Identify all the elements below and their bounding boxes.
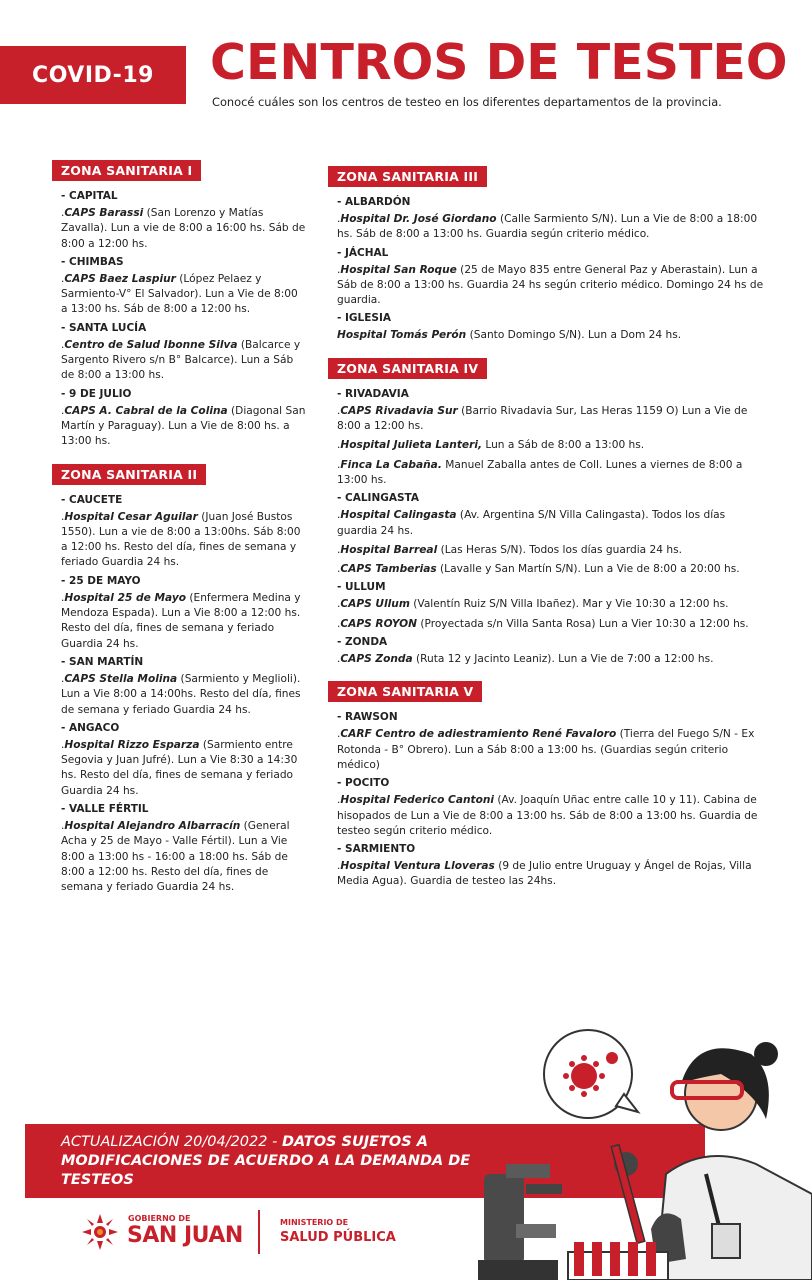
center-entry bbox=[337, 328, 767, 343]
page-title: CENTROS DE TESTEO bbox=[210, 34, 788, 91]
entry-bullet: . bbox=[337, 509, 341, 522]
zone-title: ZONA SANITARIA III bbox=[328, 166, 487, 187]
center-name: CARF Centro de adiestramiento René Favaloro bbox=[340, 728, 617, 741]
zone-section bbox=[328, 358, 768, 668]
center-details: (25 de Mayo 835 entre General Paz y Aberastain). Lun a Sáb de 8:00 a 13:00 hs. Guardia 24 hs según criterio médico. Domingo 24 hs de guardia. bbox=[337, 263, 764, 307]
entry-bullet: . bbox=[61, 738, 65, 751]
center-details: Lun a Sáb de 8:00 a 13:00 hs. bbox=[481, 439, 645, 452]
zone-title: ZONA SANITARIA IV bbox=[328, 358, 487, 379]
zone-title: ZONA SANITARIA II bbox=[52, 464, 206, 485]
ministry-label-small: MINISTERIO DE bbox=[280, 1218, 349, 1227]
center-name: CAPS Rivadavia Sur bbox=[340, 404, 458, 417]
center-entry bbox=[61, 272, 306, 318]
update-notice: DATOS SUJETOS A MODIFICACIONES DE ACUERDO A LA DEMANDA DE TESTEOS bbox=[61, 1134, 471, 1188]
zone-section bbox=[52, 464, 302, 896]
department-name: - ANGACO bbox=[61, 721, 120, 734]
center-entry bbox=[337, 617, 767, 632]
gov-label-big: SAN JUAN bbox=[127, 1223, 243, 1248]
center-name: Hospital Julieta Lanteri, bbox=[340, 439, 482, 452]
center-entry bbox=[337, 508, 767, 539]
center-details: (Proyectada s/n Villa Santa Rosa) Lun a Vier 10:30 a 12:00 hs. bbox=[417, 617, 749, 630]
covid-tag: COVID-19 bbox=[0, 46, 186, 104]
center-name: CAPS Tamberias bbox=[340, 563, 437, 576]
center-details: (Santo Domingo S/N). Lun a Dom 24 hs. bbox=[466, 329, 682, 342]
department-name: - SARMIENTO bbox=[337, 843, 416, 856]
zone-section bbox=[328, 681, 768, 889]
department-name: - RAWSON bbox=[337, 711, 398, 724]
department-name: - ALBARDÓN bbox=[337, 196, 411, 208]
center-details: (Diagonal San Martín y Paraguay). Lun a Vie de 8:00 hs. a 13:00 hs. bbox=[61, 404, 306, 448]
center-details: (Las Heras S/N). Todos los días guardia 24 hs. bbox=[437, 543, 682, 556]
logo-divider bbox=[258, 1210, 260, 1254]
entry-bullet: . bbox=[61, 820, 65, 833]
department-name: - POCITO bbox=[337, 777, 390, 790]
zone-section bbox=[328, 166, 768, 344]
center-name: Hospital 25 de Mayo bbox=[64, 591, 187, 604]
center-details: (9 de Julio entre Uruguay y Ángel de Rojas, Villa Media Agua). Guardia de testeo las 24hs. bbox=[337, 860, 752, 888]
department-name: - ZONDA bbox=[337, 636, 388, 649]
entry-bullet: . bbox=[337, 263, 341, 276]
department-name: - SANTA LUCÍA bbox=[61, 321, 147, 334]
center-details: (Av. Joaquín Uñac entre calle 10 y 11). Cabina de hisopados de Lun a Vie de 8:00 a 13:00 hs. Sáb de 8:00 a 13:00 hs. Guardia de testeo según criterio médico. bbox=[337, 794, 758, 837]
department-name: - SAN MARTÍN bbox=[61, 655, 144, 668]
entry-bullet: . bbox=[61, 591, 65, 604]
department-name: - ULLUM bbox=[337, 581, 386, 594]
center-entry bbox=[337, 859, 767, 890]
center-entry bbox=[61, 738, 306, 799]
entry-bullet: . bbox=[337, 543, 341, 556]
entry-bullet: . bbox=[337, 860, 341, 873]
ministry-label-big: SALUD PÚBLICA bbox=[280, 1230, 396, 1245]
scientist-illustration bbox=[476, 1024, 812, 1280]
department-name: - CAUCETE bbox=[61, 493, 123, 506]
department-name: - 25 DE MAYO bbox=[61, 574, 141, 587]
center-entry bbox=[337, 404, 767, 435]
gov-label-small: GOBIERNO DE bbox=[128, 1214, 191, 1223]
virus-bubble bbox=[544, 1030, 638, 1118]
center-details: (Tierra del Fuego S/N - Ex Rotonda - B° Obrero). Lun a Sáb 8:00 a 13:00 hs. (Guardias según criterio médico) bbox=[337, 728, 755, 771]
center-name: Hospital Dr. José Giordano bbox=[340, 213, 497, 225]
center-name: CAPS Ullum bbox=[340, 598, 410, 611]
center-name: Finca La Cabaña. bbox=[340, 458, 442, 471]
center-details: Manuel Zaballa antes de Coll. Lunes a viernes de 8:00 a 13:00 hs. bbox=[337, 458, 743, 486]
entry-bullet: . bbox=[61, 338, 65, 351]
center-entry bbox=[337, 543, 767, 558]
entry-bullet: . bbox=[337, 458, 341, 471]
zone-title: ZONA SANITARIA V bbox=[328, 681, 482, 702]
left-column bbox=[52, 160, 306, 910]
entry-bullet: . bbox=[337, 213, 341, 225]
microscope-icon bbox=[478, 1164, 562, 1280]
center-entry bbox=[61, 591, 306, 652]
department-name: - 9 DE JULIO bbox=[61, 387, 132, 400]
center-name: Centro de Salud Ibonne Silva bbox=[64, 338, 238, 351]
entry-bullet: . bbox=[337, 653, 341, 666]
department-name: - JÁCHAL bbox=[337, 246, 389, 259]
center-entry bbox=[337, 263, 767, 309]
center-entry bbox=[337, 438, 767, 453]
san-juan-sun-icon bbox=[80, 1212, 120, 1252]
header bbox=[0, 0, 812, 120]
test-tube-rack bbox=[568, 1242, 668, 1280]
center-name: Hospital Ventura Lloveras bbox=[340, 860, 495, 873]
center-entry bbox=[337, 652, 767, 667]
center-details: (Ruta 12 y Jacinto Leaniz). Lun a Vie de 7:00 a 12:00 hs. bbox=[412, 653, 714, 666]
update-date: ACTUALIZACIÓN 20/04/2022 - bbox=[61, 1134, 282, 1150]
department-name: - CAPITAL bbox=[61, 190, 118, 202]
center-name: CAPS Zonda bbox=[340, 653, 413, 666]
center-name: CAPS Barassi bbox=[64, 207, 144, 219]
center-details: (General Acha y 25 de Mayo - Valle Fértil). Lun a Vie 8:00 a 13:00 hs - 16:00 a 18:00 hs. Sáb de 8:00 a 12:00 hs. Resto del día, fines de semana y feriado Guardia 24 hs. bbox=[61, 820, 290, 894]
zone-section bbox=[52, 160, 306, 450]
center-entry bbox=[337, 793, 767, 839]
center-entry bbox=[337, 458, 767, 489]
footer-logos bbox=[80, 1206, 410, 1256]
entry-bullet: . bbox=[337, 728, 341, 741]
entry-bullet: . bbox=[61, 510, 65, 523]
center-entry bbox=[337, 727, 767, 773]
entry-bullet: . bbox=[337, 404, 341, 417]
center-details: (Barrio Rivadavia Sur, Las Heras 1159 O) Lun a Vie de 8:00 a 12:00 hs. bbox=[337, 404, 748, 433]
center-entry bbox=[61, 672, 306, 718]
center-details: (Enfermera Medina y Mendoza Espada). Lun a Vie 8:00 a 12:00 hs. Resto del día, fines de semana y feriado Guardia 24 hs. bbox=[61, 591, 301, 650]
center-entry bbox=[337, 597, 767, 612]
center-details: (Balcarce y Sargento Rivero s/n B° Balcarce). Lun a Sáb de 8:00 a 13:00 hs. bbox=[61, 338, 301, 382]
department-name: - VALLE FÉRTIL bbox=[61, 803, 149, 816]
center-name: Hospital Alejandro Albarracín bbox=[64, 820, 241, 833]
center-entry bbox=[337, 212, 767, 243]
center-details: (Juan José Bustos 1550). Lun a vie de 8:00 a 13:00hs. Sáb 8:00 a 12:00 hs. Resto del día, fines de semana y feriado Guardia 24 hs. bbox=[61, 510, 301, 569]
center-entry bbox=[337, 562, 767, 577]
right-column bbox=[328, 166, 768, 904]
center-details: (Lavalle y San Martín S/N). Lun a Vie de 8:00 a 20:00 hs. bbox=[436, 563, 740, 576]
entry-bullet: . bbox=[61, 207, 65, 219]
center-details: (San Lorenzo y Matías Zavalla). Lun a vie de 8:00 a 16:00 hs. Sáb de 8:00 a 12:00 hs. bbox=[61, 207, 306, 250]
entry-bullet: . bbox=[61, 404, 65, 417]
scientist-figure bbox=[611, 1042, 812, 1280]
center-details: (Sarmiento y Meglioli). Lun a Vie 8:00 a 14:00hs. Resto del día, fines de semana y feriado Guardia 24 hs. bbox=[61, 672, 301, 716]
center-name: CAPS Baez Laspiur bbox=[64, 272, 176, 285]
center-name: Hospital Federico Cantoni bbox=[340, 794, 495, 807]
center-details: (Av. Argentina S/N Villa Calingasta). Todos los días guardia 24 hs. bbox=[337, 509, 726, 537]
center-name: CAPS Stella Molina bbox=[64, 672, 178, 685]
center-details: (Calle Sarmiento S/N). Lun a Vie de 8:00 a 18:00 hs. Sáb de 8:00 a 13:00 hs. Guardia según criterio médico. bbox=[337, 213, 758, 241]
department-name: - CHIMBAS bbox=[61, 255, 124, 268]
center-name: CAPS ROYON bbox=[340, 617, 417, 630]
department-name: - IGLESIA bbox=[337, 312, 391, 325]
center-details: (Sarmiento entre Segovia y Juan Jufré). Lun a Vie 8:30 a 14:30 hs. Resto del día, fines de semana y feriado Guardia 24 hs. bbox=[61, 738, 298, 797]
center-entry bbox=[61, 404, 306, 450]
page-subtitle: Conocé cuáles son los centros de testeo en los diferentes departamentos de la provincia. bbox=[212, 95, 722, 109]
entry-bullet: . bbox=[337, 439, 341, 452]
center-entry bbox=[61, 819, 306, 895]
entry-bullet: . bbox=[337, 617, 341, 630]
center-name: Hospital Barreal bbox=[340, 543, 438, 556]
zone-title: ZONA SANITARIA I bbox=[52, 160, 201, 181]
entry-bullet: . bbox=[337, 794, 341, 807]
center-name: Hospital Calingasta bbox=[340, 509, 457, 522]
center-name: Hospital Tomás Perón bbox=[337, 329, 467, 342]
entry-bullet: . bbox=[337, 563, 341, 576]
update-banner-text bbox=[61, 1133, 501, 1190]
entry-bullet: . bbox=[337, 598, 341, 611]
center-name: Hospital Cesar Aguilar bbox=[64, 510, 198, 523]
center-entry bbox=[61, 338, 306, 384]
center-entry bbox=[61, 206, 306, 252]
center-entry bbox=[61, 510, 306, 571]
department-name: - RIVADAVIA bbox=[337, 387, 409, 400]
center-details: (López Pelaez y Sarmiento-V° El Salvador). Lun a Vie de 8:00 a 13:00 hs. Sáb de 8:00 a 12:00 hs. bbox=[61, 272, 298, 316]
center-name: Hospital Rizzo Esparza bbox=[64, 738, 200, 751]
center-name: Hospital San Roque bbox=[340, 263, 457, 276]
center-details: (Valentín Ruiz S/N Villa Ibañez). Mar y Vie 10:30 a 12:00 hs. bbox=[409, 598, 729, 611]
department-name: - CALINGASTA bbox=[337, 492, 420, 505]
center-name: CAPS A. Cabral de la Colina bbox=[64, 404, 228, 417]
entry-bullet: . bbox=[61, 672, 65, 685]
entry-bullet: . bbox=[61, 272, 65, 285]
